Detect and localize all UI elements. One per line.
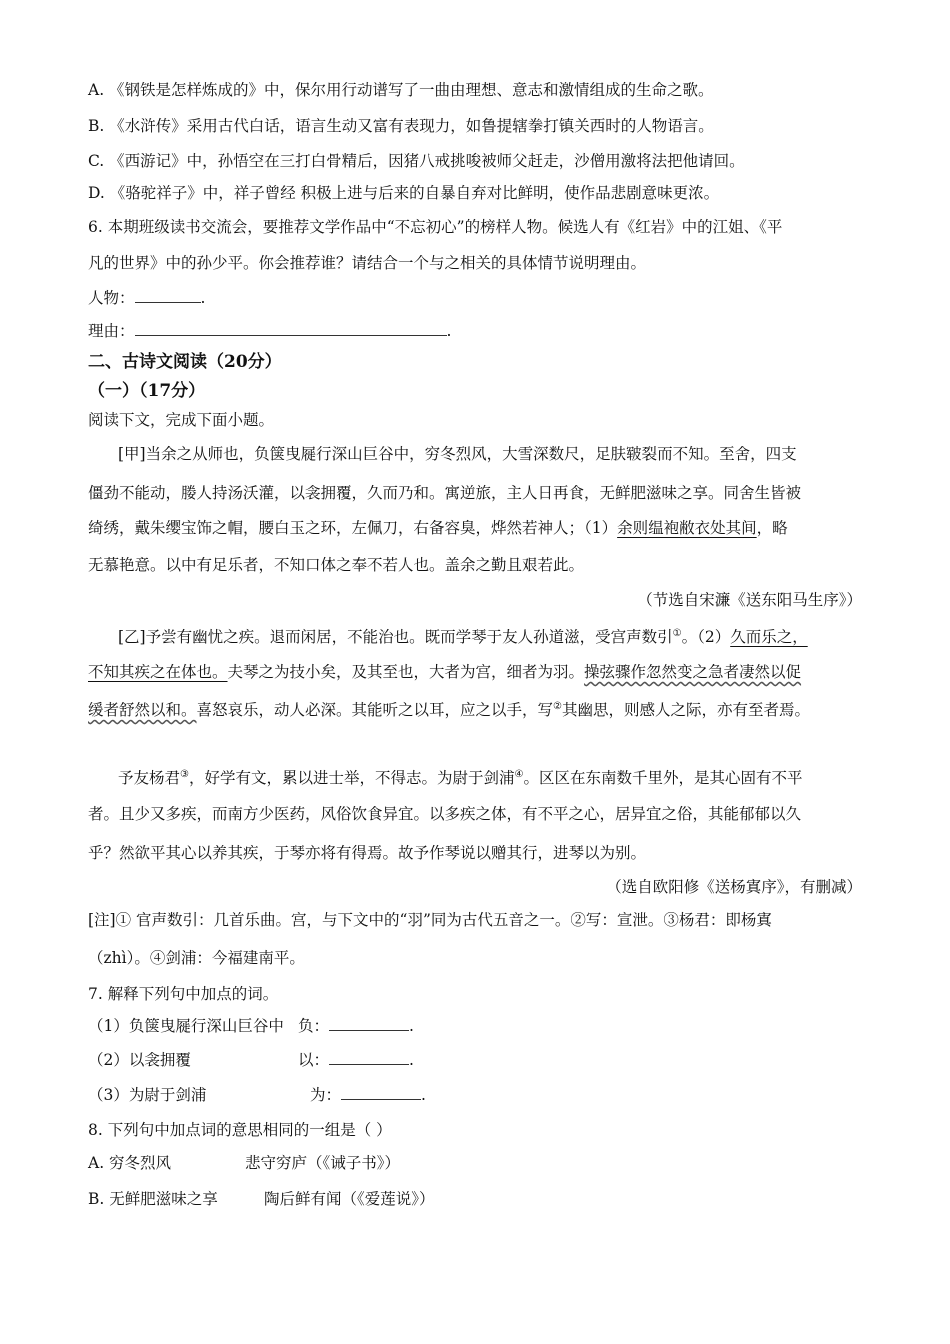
- q6-stem-line1: 6. 本期班级读书交流会，要推荐文学作品中“不忘初心”的榜样人物。候选人有《红岩》中的江姐、《平: [88, 218, 783, 236]
- q8-option-b[interactable]: [88, 1189, 435, 1209]
- q8-option-b-left: B. 无鲜肥滋味之享: [88, 1190, 218, 1208]
- q8-option-a-left: A. 穷冬烈风: [88, 1154, 172, 1172]
- q7-item-2: （2）以衾拥覆 以： .: [88, 1051, 414, 1069]
- q7-item-3: （3）为尉于剑浦 为： .: [88, 1086, 426, 1104]
- q7-item-3-sentence: （3）为尉于剑浦: [88, 1086, 207, 1104]
- notes-line2: （zhì）。④剑浦：今福建南平。: [88, 949, 305, 967]
- q7-item-1: （1）负箧曳屣行深山巨谷中 负： .: [88, 1017, 414, 1035]
- q7-item-2-sentence: （2）以衾拥覆: [88, 1051, 191, 1069]
- q7-item-2-blank[interactable]: [329, 1050, 409, 1065]
- yi-line3-c: 其幽思，则感人之际，亦有至者焉。: [562, 701, 811, 720]
- jia-underlined-sentence: 余则缊袍敝衣处其间: [617, 519, 757, 537]
- q6-stem-line2: 凡的世界》中的孙少平。你会推荐谁？请结合一个与之相关的具体情节说明理由。: [88, 254, 647, 272]
- section2-title: 二、古诗文阅读（20分）: [88, 352, 282, 372]
- yi-note-ref-1: ①: [672, 628, 682, 639]
- q6-reason-blank[interactable]: [135, 321, 447, 336]
- jia-line4: 无慕艳意。以中有足乐者，不知口体之奉不若人也。盖余之勤且艰若此。: [88, 556, 585, 574]
- jia-line3-a: 绮绣，戴朱缨宝饰之帽，腰白玉之环，左佩刀，右备容臭，烨然若神人；（1）: [88, 519, 618, 537]
- yi-p2-line1-a: 予友杨君: [118, 769, 181, 788]
- q5-option-b: B. 《水浒传》采用古代白话，语言生动又富有表现力，如鲁提辖拳打镇关西时的人物语言。: [88, 117, 714, 135]
- yi-p2-line1: [118, 765, 802, 788]
- q5-option-a: A. 《钢铁是怎样炼成的》中，保尔用行动谱写了一曲由理想、意志和激情组成的生命之歌。: [88, 81, 714, 99]
- yi-line1-b: 。（2）: [681, 628, 731, 647]
- yi-underlined-1: 久而乐之，: [730, 628, 808, 647]
- q7-stem: 7. 解释下列句中加点的词。: [88, 985, 279, 1003]
- q7-item-3-blank[interactable]: [341, 1085, 421, 1100]
- jia-line2: 僵劲不能动，媵人持汤沃灌，以衾拥覆，久而乃和。寓逆旅，主人日再食，无鲜肥滋味之享。同舍生皆被: [88, 484, 802, 502]
- q7-item-1-sentence: （1）负箧曳屣行深山巨谷中: [88, 1017, 284, 1035]
- q7-item-1-blank[interactable]: [329, 1016, 409, 1031]
- yi-wavy-1: 操弦骤作忽然变之急者凄然以促: [584, 663, 802, 681]
- yi-wavy-2: 缓者舒然以和。: [88, 701, 197, 720]
- q8-option-a[interactable]: [88, 1153, 400, 1173]
- q6-person-blank[interactable]: [135, 288, 201, 303]
- section2-subtitle: （一）（17分）: [88, 381, 206, 401]
- yi-line1-a: [乙]予尝有幽忧之疾。退而闲居，不能治也。既而学琴于友人孙道滋，受宫声数引: [118, 628, 673, 647]
- q7-item-1-label: 负：: [298, 1017, 330, 1035]
- yi-note-ref-3: ③: [180, 769, 189, 780]
- yi-p2-line3: 乎？然欲平其心以养其疾，于琴亦将有得焉。故予作琴说以赠其行，进琴以为别。: [88, 844, 647, 862]
- q6-reason-row: 理由： .: [88, 322, 452, 340]
- reading-instruction: 阅读下文，完成下面小题。: [88, 411, 275, 429]
- jia-line3-c: ，略: [756, 519, 788, 537]
- q6-reason-label: 理由：: [88, 322, 135, 340]
- q8-stem: 8. 下列句中加点词的意思相同的一组是（ ）: [88, 1121, 392, 1139]
- yi-p2-line1-c: 。区区在东南数千里外，是其心固有不平: [523, 769, 803, 788]
- q5-option-c: C. 《西游记》中，孙悟空在三打白骨精后，因猪八戒挑唆被师父赶走，沙僧用激将法把他请回。: [88, 152, 745, 170]
- q7-item-2-label: 以：: [298, 1051, 330, 1069]
- yi-p2-line1-b: ，好学有文，累以进士举，不得志。为尉于剑浦: [188, 769, 515, 788]
- yi-note-ref-2: ②: [553, 701, 562, 712]
- yi-note-ref-4: ④: [514, 769, 524, 780]
- notes-line1: [注]① 官声数引：几首乐曲。宫，与下文中的“羽”同为古代五音之一。②写：宣泄。③杨君：即杨寘: [88, 911, 772, 929]
- yi-line3-b: 喜怒哀乐，动人必深。其能听之以耳，应之以手，写: [196, 701, 554, 720]
- jia-line3: [88, 518, 788, 538]
- q5-option-d: D. 《骆驼祥子》中，祥子曾经 积极上进与后来的自暴自弃对比鲜明，使作品悲剧意味更浓。: [88, 184, 720, 202]
- q6-person-row: 人物： .: [88, 289, 206, 307]
- q7-item-3-label: 为：: [310, 1086, 342, 1104]
- yi-p2-line2: 者。且少又多疾，而南方少医药，风俗饮食异宜。以多疾之体，有不平之心，居异宜之俗，其能郁郁以久: [88, 805, 802, 823]
- yi-line2-b: 夫琴之为技小矣，及其至也，大者为宫，细者为羽。: [227, 663, 585, 681]
- q8-option-b-right: 陶后鲜有闻（《爱莲说》）: [264, 1190, 435, 1208]
- yi-source: （选自欧阳修《送杨寘序》，有删减）: [606, 878, 862, 896]
- yi-line1: [118, 624, 808, 647]
- yi-line3: [88, 697, 810, 720]
- jia-source: （节选自宋濂《送东阳马生序》）: [637, 591, 862, 609]
- yi-underlined-2: 不知其疾之在体也。: [88, 663, 228, 681]
- q8-option-a-right: 悲守穷庐（《诫子书》）: [245, 1154, 401, 1172]
- yi-line2: [88, 662, 801, 682]
- q6-person-label: 人物：: [88, 289, 135, 307]
- jia-line1: [甲]当余之从师也，负箧曳屣行深山巨谷中，穷冬烈风，大雪深数尺，足肤皲裂而不知。至舍，四支: [118, 445, 797, 463]
